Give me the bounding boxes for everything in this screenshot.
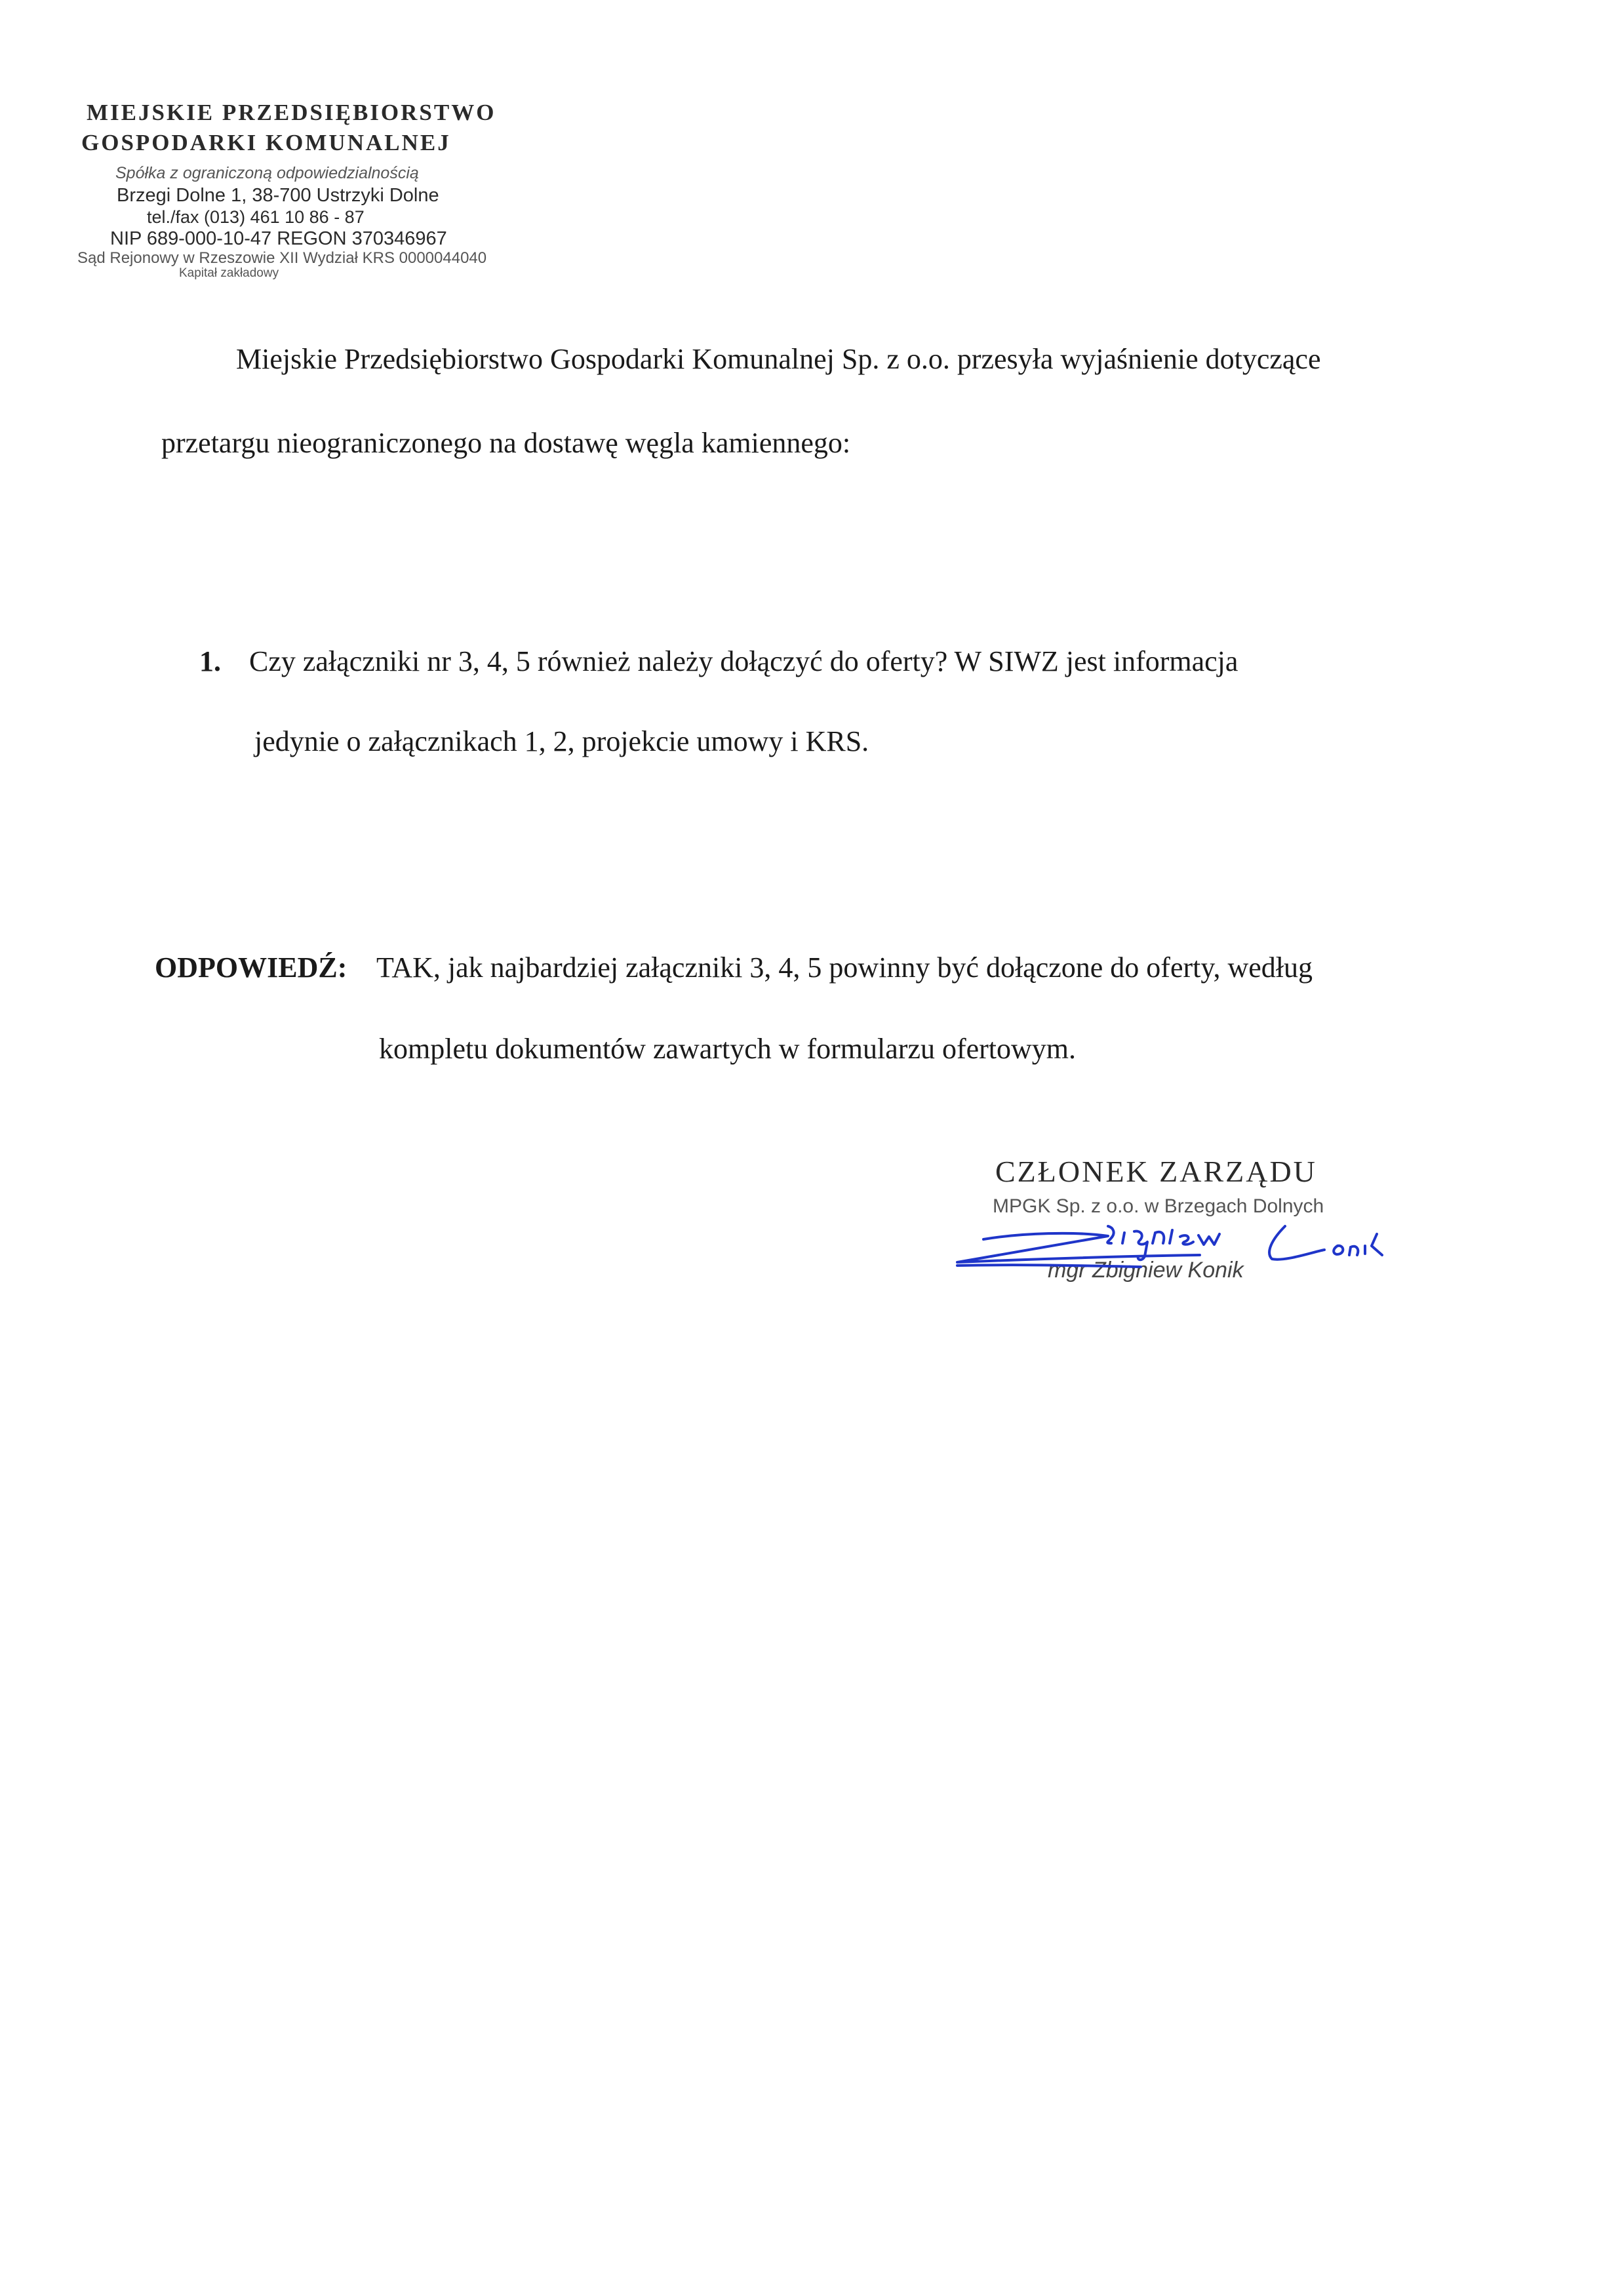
stamp-line: GOSPODARKI KOMUNALNEJ bbox=[81, 130, 451, 155]
signature-stamp-subtitle: MPGK Sp. z o.o. w Brzegach Dolnych bbox=[993, 1195, 1324, 1217]
stamp-line: MIEJSKIE PRZEDSIĘBIORSTWO bbox=[87, 100, 496, 125]
signature-stamp-title: CZŁONEK ZARZĄDU bbox=[995, 1155, 1317, 1188]
intro-text: przetargu nieograniczonego na dostawę węgla kamiennego: bbox=[161, 427, 851, 459]
stamp-line: tel./fax (013) 461 10 86 - 87 bbox=[147, 207, 365, 227]
handwritten-signature bbox=[944, 1213, 1403, 1305]
stamp-line: Brzegi Dolne 1, 38-700 Ustrzyki Dolne bbox=[117, 185, 439, 206]
stamp-line: Kapitał zakładowy bbox=[179, 266, 279, 280]
signatory-name: mgr Zbigniew Konik bbox=[1048, 1258, 1244, 1283]
answer-text: kompletu dokumentów zawartych w formularzu ofertowym. bbox=[379, 1033, 1077, 1065]
question-text: Czy załączniki nr 3, 4, 5 również należy dołączyć do oferty? W SIWZ jest informacja bbox=[249, 645, 1238, 677]
question-text: jedynie o załącznikach 1, 2, projekcie umowy i KRS. bbox=[254, 725, 869, 757]
answer-text: TAK, jak najbardziej załączniki 3, 4, 5 powinny być dołączone do oferty, według bbox=[376, 951, 1313, 984]
intro-text: Miejskie Przedsiębiorstwo Gospodarki Komunalnej Sp. z o.o. przesyła wyjaśnienie dotyczące bbox=[236, 343, 1321, 375]
stamp-line: Spółka z ograniczoną odpowiedzialnością bbox=[115, 164, 419, 182]
stamp-line: Sąd Rejonowy w Rzeszowie XII Wydział KRS 0000044040 bbox=[77, 249, 487, 267]
stamp-line: NIP 689-000-10-47 REGON 370346967 bbox=[110, 228, 447, 249]
answer-label: ODPOWIEDŹ: bbox=[155, 951, 347, 984]
question-number: 1. bbox=[199, 645, 221, 677]
